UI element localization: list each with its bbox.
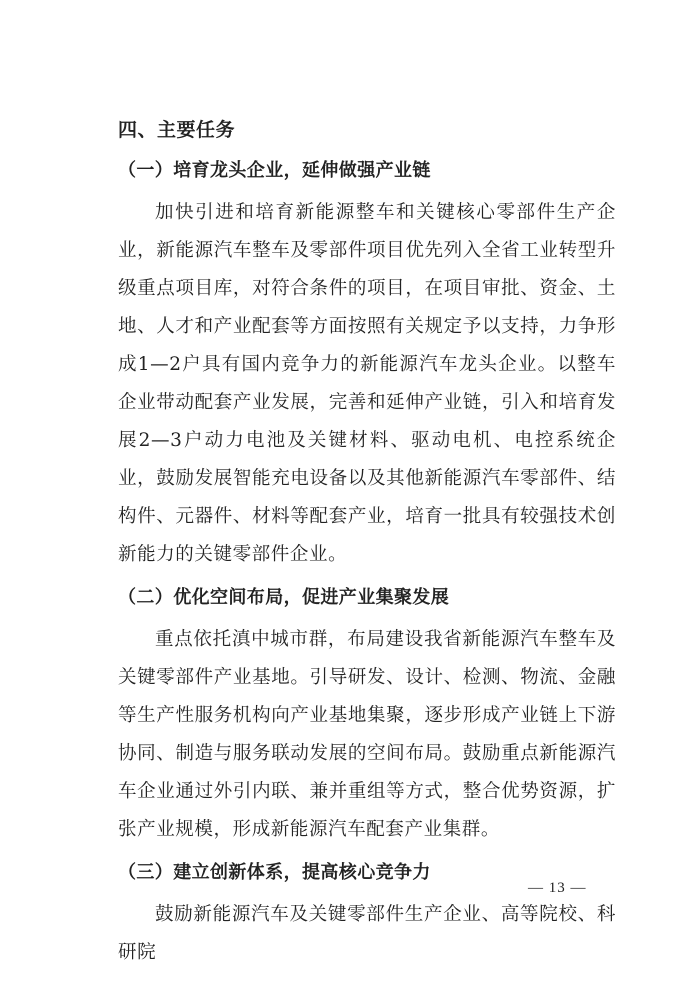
task-2-heading: （二）优化空间布局，促进产业集聚发展 [118, 587, 450, 608]
task-3-paragraph: 鼓励新能源汽车及关键零部件生产企业、高等院校、科研院 [118, 904, 616, 963]
task-1-paragraph: 加快引进和培育新能源整车和关键核心零部件生产企业，新能源汽车整车及零部件项目优先列入全省工业转型升级重点项目库，对符合条件的项目，在项目审批、资金、土地、人才和产业配套等方面按照有关规定予以支持，力争形成1—2户具有国内竞争力的新能源汽车龙头企业。以整车企业带动配套产业发展，完善和延伸产业链，引入和培育发展2—3户动力电池及关键材料、驱动电机、电控系统企业，鼓励发展智能充电设备以及其他新能源汽车零部件、结构件、元器件、材料等配套产业，培育一批具有较强技术创新能力的关键零部件企业。 [118, 202, 616, 565]
task-1-heading: （一）培育龙头企业，延伸做强产业链 [118, 160, 431, 181]
page-number: — 13 — [528, 880, 587, 896]
task-2-paragraph: 重点依托滇中城市群，布局建设我省新能源汽车整车及关键零部件产业基地。引导研发、设计、检测、物流、金融等生产性服务机构向产业基地集聚，逐步形成产业链上下游协同、制造与服务联动发展的空间布局。鼓励重点新能源汽车企业通过外引内联、兼并重组等方式，整合优势资源，扩张产业规模，形成新能源汽车配套产业集群。 [118, 629, 616, 840]
document-page [118, 116, 616, 982]
section-title: 四、主要任务 [118, 119, 236, 141]
task-3-heading: （三）建立创新体系，提高核心竞争力 [118, 862, 431, 883]
